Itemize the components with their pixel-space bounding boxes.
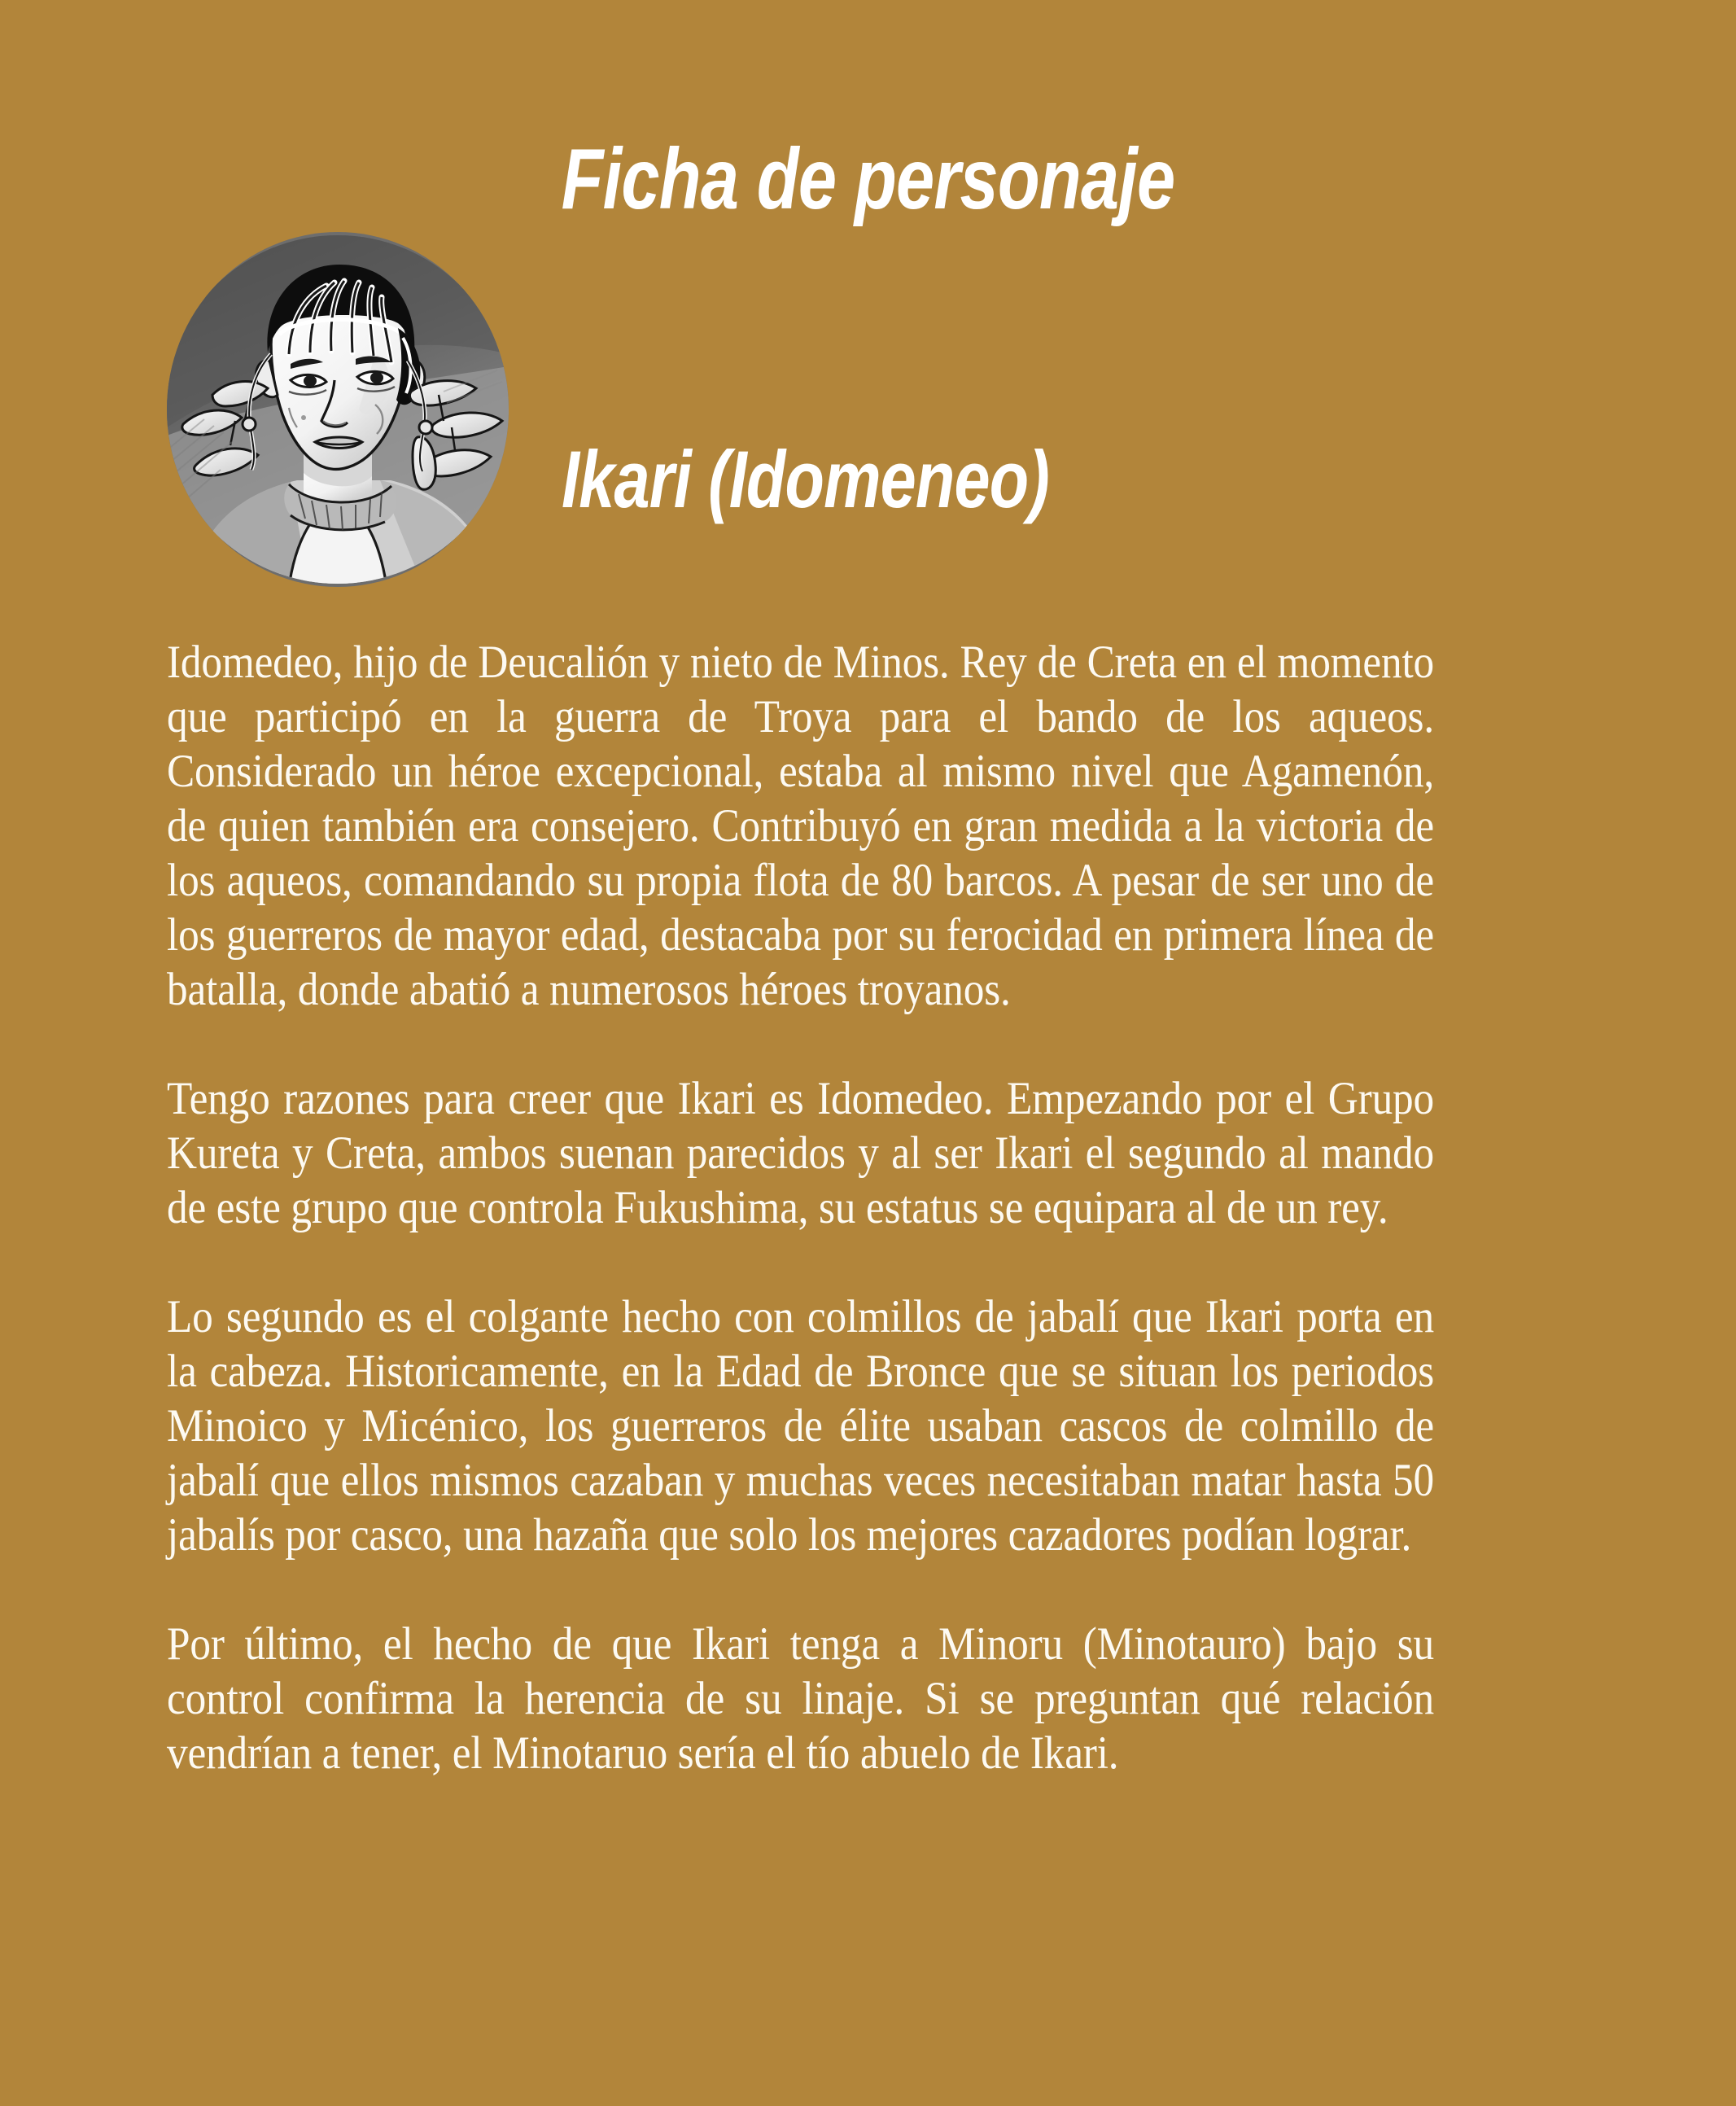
paragraph: Idomedeo, hijo de Deucalión y nieto de Minos. Rey de Creta en el momento que participó en la guerra de Troya para el bando de los aqueos. Considerado un héroe excepcional, estaba al mismo nivel que Agamenón, de quien también era consejero. Contribuyó en gran medida a la victoria de los aqueos, comandando su propia flota de 80 barcos. A pesar de ser uno de los guerreros de mayor edad, destacaba por su ferocidad en primera línea de batalla, donde abatió a numerosos héroes troyanos. bbox=[167, 637, 1434, 1015]
character-description bbox=[167, 635, 1434, 1780]
character-name: Ikari (Idomeneo) bbox=[562, 434, 1049, 525]
character-portrait-avatar bbox=[167, 232, 509, 587]
paragraph: Lo segundo es el colgante hecho con colmillos de jabalí que Ikari porta en la cabeza. Historicamente, en la Edad de Bronce que se situan los periodos Minoico y Micénico, los guerreros de élite usaban cascos de colmillo de jabalí que ellos mismos cazaban y muchas veces necesitaban matar hasta 50 jabalís por casco, una hazaña que solo los mejores cazadores podían lograr. bbox=[167, 1291, 1434, 1561]
paragraph: Por último, el hecho de que Ikari tenga a Minoru (Minotauro) bajo su control confirma la herencia de su linaje. Si se preguntan qué relación vendrían a tener, el Minotaruo sería el tío abuelo de Ikari. bbox=[167, 1618, 1434, 1779]
paragraph: Tengo razones para creer que Ikari es Idomedeo. Empezando por el Grupo Kureta y Creta, ambos suenan parecidos y al ser Ikari el segundo al mando de este grupo que controla Fukushima, su estatus se equipara al de un rey. bbox=[167, 1073, 1434, 1233]
page-title: Ficha de personaje bbox=[561, 131, 1175, 228]
